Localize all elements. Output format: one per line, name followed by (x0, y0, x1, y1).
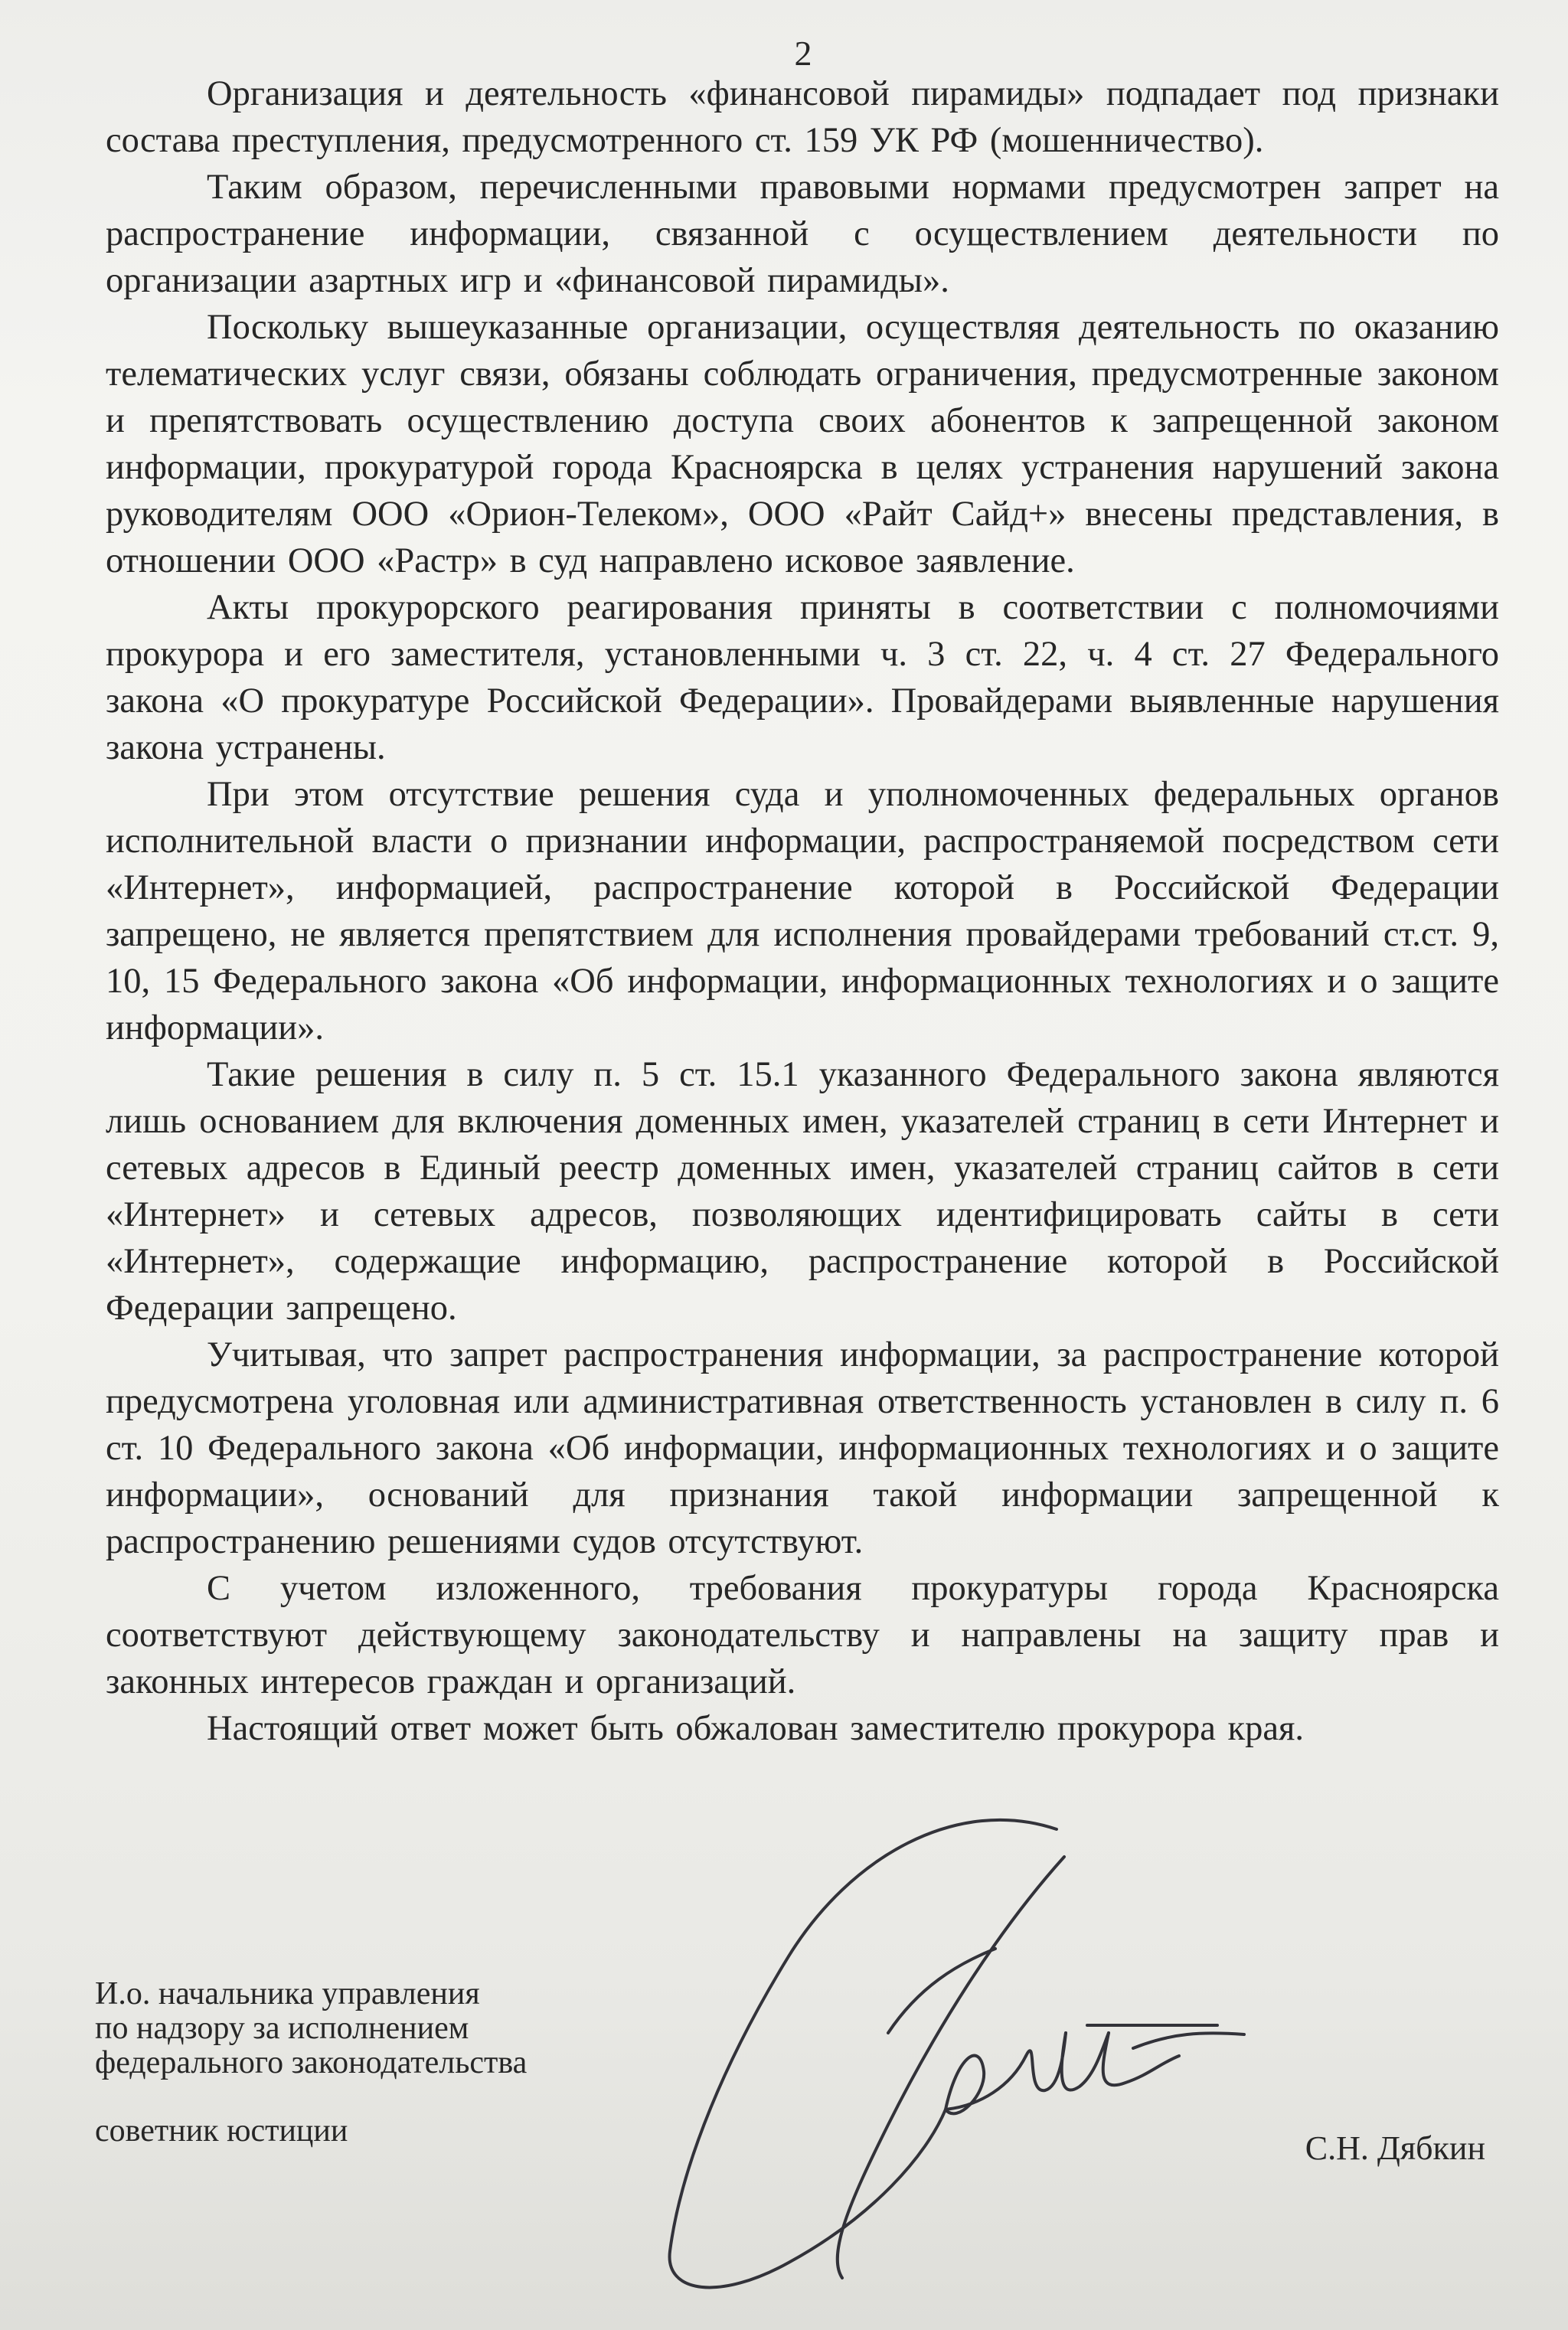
paragraph: Организация и деятельность «финансовой пирамиды» подпадает под признаки состава преступления, предусмотренного ст. 159 УК РФ (мошенничество). (106, 74, 1499, 160)
paragraph: Таким образом, перечисленными правовыми нормами предусмотрен запрет на распространение информации, связанной с осуществлением деятельности по организации азартных игр и «финансовой пирамиды». (106, 168, 1499, 300)
handwritten-signature (597, 1803, 1248, 2309)
position-line: И.о. начальника управления (95, 1976, 480, 2011)
paragraph: При этом отсутствие решения суда и уполномоченных федеральных органов исполнительной власти о признании информации, распространяемой посредством сети «Интернет», информацией, распространение которой в Российской Федерации запрещено, не является препятствием для исполнения провайдерами требований ст.ст. 9, 10, 15 Федерального закона «Об информации, информационных технологиях и о защите информации». (106, 775, 1499, 1047)
paragraph: Поскольку вышеуказанные организации, осуществляя деятельность по оказанию телематических услуг связи, обязаны соблюдать ограничения, предусмотренные законом и препятствовать осуществлению доступа своих абонентов к запрещенной законом информации, прокуратурой города Красноярска в целях устранения нарушений закона руководителям ООО «Орион-Телеком», ООО «Райт Сайд+» внесены представления, в отношении ООО «Растр» в суд направлено исковое заявление. (106, 308, 1499, 580)
page-number: 2 (794, 34, 812, 73)
position-line: по надзору за исполнением (95, 2011, 469, 2046)
letter-body (106, 70, 1499, 1752)
signatory-name: С.Н. Дябкин (1305, 2129, 1485, 2167)
signatory-position (95, 1977, 527, 2080)
signatory-rank: советник юстиции (95, 2113, 348, 2149)
paragraph: Акты прокурорского реагирования приняты в соответствии с полномочиями прокурора и его заместителя, установленными ч. 3 ст. 22, ч. 4 ст. 27 Федерального закона «О прокуратуре Российской Федерации». Провайдерами выявленные нарушения закона устранены. (106, 588, 1499, 767)
position-line: федерального законодательства (95, 2045, 528, 2080)
paragraph: С учетом изложенного, требования прокуратуры города Красноярска соответствуют действующему законодательству и направлены на защиту прав и законных интересов граждан и организаций. (106, 1569, 1499, 1701)
appeal-note: Настоящий ответ может быть обжалован заместителю прокурора края. (207, 1709, 1304, 1748)
paragraph: Такие решения в силу п. 5 ст. 15.1 указанного Федерального закона являются лишь основанием для включения доменных имен, указателей страниц в сети Интернет и сетевых адресов в Единый реестр доменных имен, указателей страниц сайтов в сети «Интернет» и сетевых адресов, позволяющих идентифицировать сайты в сети «Интернет», содержащие информацию, распространение которой в Российской Федерации запрещено. (106, 1055, 1499, 1328)
paragraph: Учитывая, что запрет распространения информации, за распространение которой предусмотрена уголовная или административная ответственность установлен в силу п. 6 ст. 10 Федерального закона «Об информации, информационных технологиях и о защите информации», оснований для признания такой информации запрещенной к распространению решениями судов отсутствуют. (106, 1335, 1499, 1561)
